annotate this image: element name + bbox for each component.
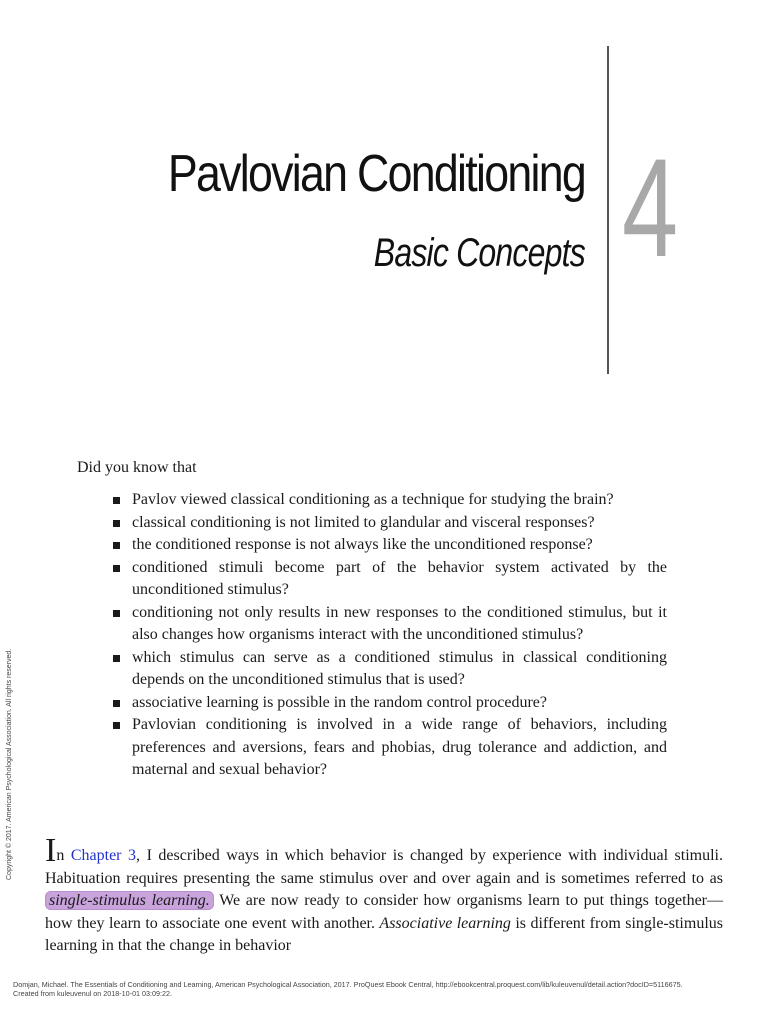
- list-item: [110, 714, 667, 782]
- square-bullet-icon: [113, 610, 120, 617]
- square-bullet-icon: [113, 655, 120, 662]
- chapter-subtitle: Basic Concepts: [373, 231, 585, 275]
- list-item-text: conditioning not only results in new responses to the conditioned stimulus, but it also changes how organisms interact with the unconditioned stimulus?: [132, 603, 667, 643]
- list-item-text: associative learning is possible in the random control procedure?: [132, 693, 547, 711]
- chapter-title: Pavlovian Conditioning: [167, 145, 585, 203]
- intro-text: Did you know that: [77, 459, 197, 476]
- list-item: [110, 489, 667, 512]
- list-item-text: Pavlov viewed classical conditioning as a technique for studying the brain?: [132, 491, 614, 508]
- body-text: n: [56, 847, 71, 864]
- list-item: [110, 647, 667, 692]
- chapter-3-link[interactable]: Chapter 3: [70, 847, 137, 864]
- list-item: [110, 602, 667, 647]
- list-item-text: Pavlovian conditioning is involved in a wide range of behaviors, including preferences and aversions, fears and phobias, drug tolerance and addiction, and maternal and sexual behavior?: [132, 716, 667, 778]
- bullet-list: [110, 489, 667, 782]
- chapter-divider: [607, 46, 609, 374]
- body-text: , I described ways in which behavior is changed by experience with individual stimuli. Habituation requires presenting the same stimulus over and over again and is sometimes referred to as: [45, 847, 724, 887]
- citation-line: Domjan, Michael. The Essentials of Conditioning and Learning, American Psychological Association, 2017. ProQuest Ebook Central, http://ebookcentral.proquest.com/lib/kuleuvenul/detail.action?docID=5116675.: [13, 980, 683, 989]
- square-bullet-icon: [113, 700, 120, 707]
- drop-cap: I: [45, 832, 57, 869]
- highlighted-term[interactable]: single-stimulus learning.: [45, 891, 214, 910]
- square-bullet-icon: [113, 497, 120, 504]
- body-paragraph: [45, 832, 724, 958]
- square-bullet-icon: [113, 542, 120, 549]
- list-item-text: the conditioned response is not always like the unconditioned response?: [132, 536, 593, 553]
- list-item: [110, 534, 667, 557]
- chapter-number: 4: [622, 129, 679, 286]
- copyright-notice: Copyright © 2017. American Psychological Association. All rights reserved.: [6, 648, 13, 880]
- list-item-text: conditioned stimuli become part of the behavior system activated by the unconditioned stimulus?: [132, 558, 667, 598]
- square-bullet-icon: [113, 520, 120, 527]
- list-item: [110, 692, 667, 715]
- square-bullet-icon: [113, 722, 120, 729]
- italic-term: Associative learning: [379, 914, 511, 932]
- body-text: We are now ready to consider how organisms learn to put things together—how they learn to associate one event with another.: [45, 892, 724, 932]
- list-item-text: classical conditioning is not limited to glandular and visceral responses?: [132, 513, 595, 531]
- list-item: [110, 512, 667, 535]
- list-item-text: which stimulus can serve as a conditioned stimulus in classical conditioning depends on the unconditioned stimulus that is used?: [132, 648, 667, 688]
- square-bullet-icon: [113, 565, 120, 572]
- citation-footer: [13, 980, 683, 998]
- list-item: [110, 557, 667, 602]
- created-line: Created from kuleuvenul on 2018-10-01 03:09:22.: [13, 989, 173, 998]
- body-text: is different from single-stimulus learning in that the change in behavior: [45, 914, 723, 954]
